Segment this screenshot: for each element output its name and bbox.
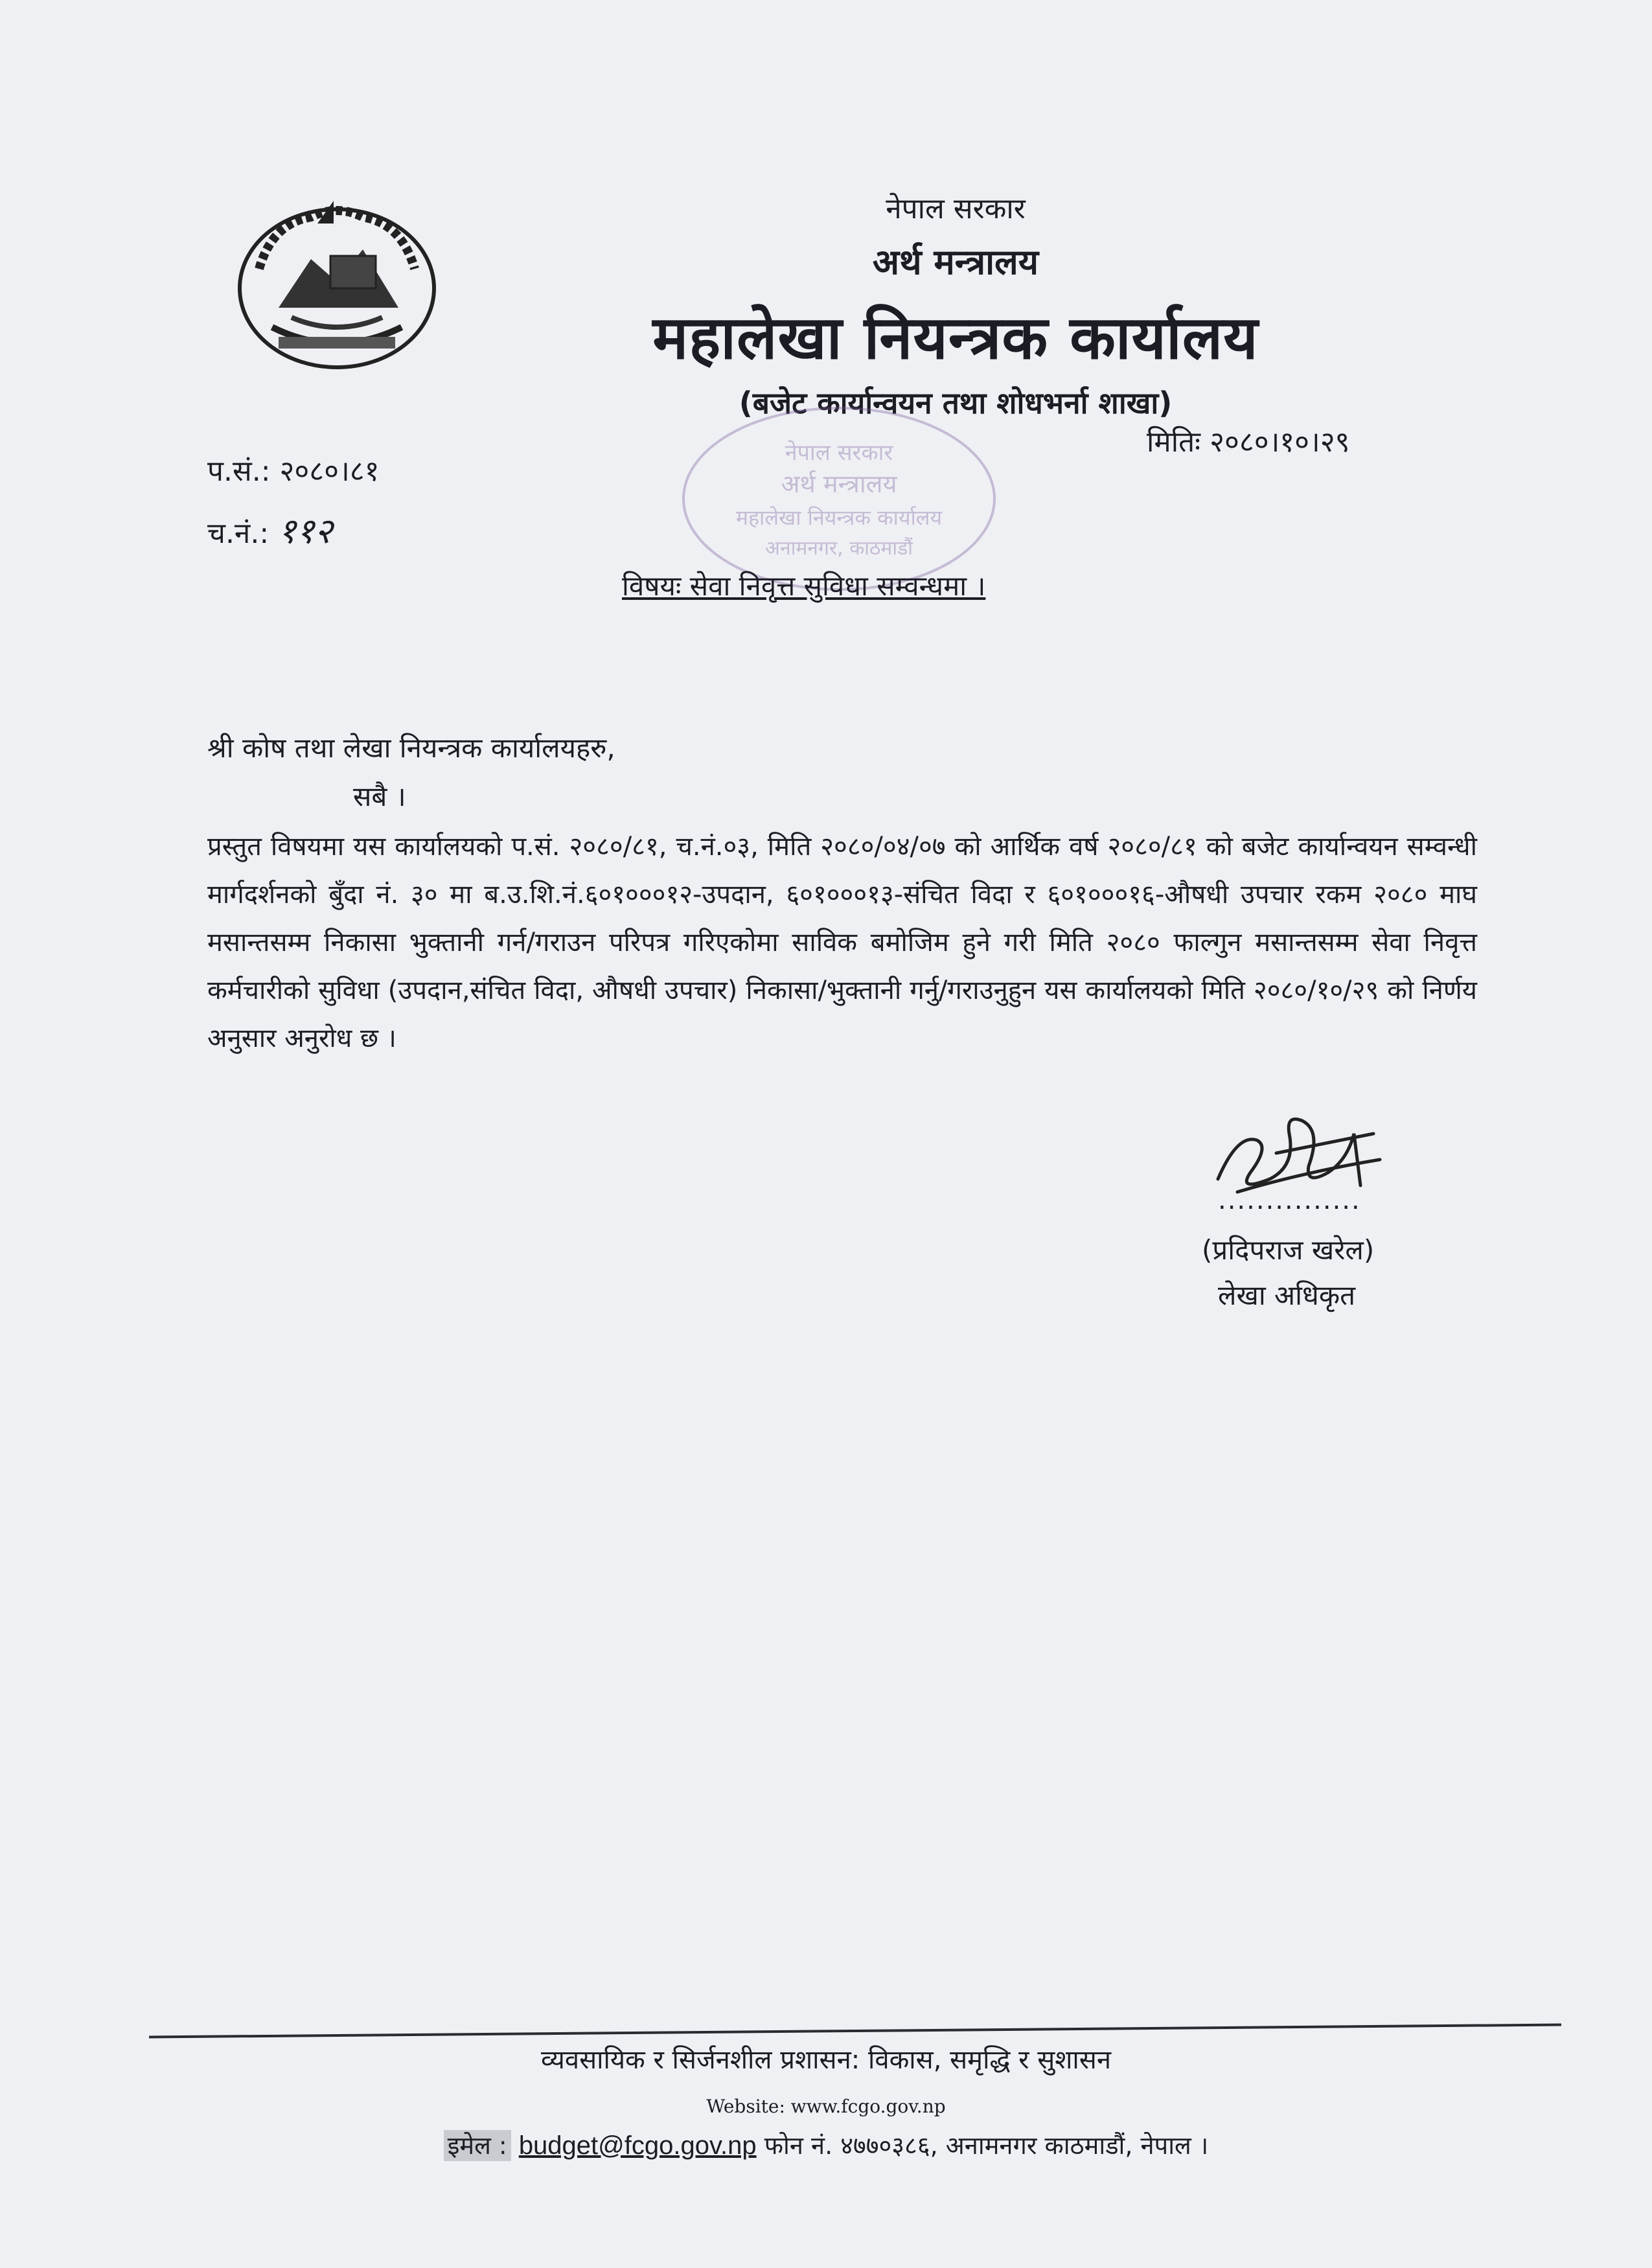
ps-value: २०८०।८१ (279, 455, 380, 488)
stamp-line-2: अर्थ मन्त्रालय (781, 470, 897, 498)
addressee-line-1: श्री कोष तथा लेखा नियन्त्रक कार्यालयहरु, (207, 732, 615, 764)
footer-website: Website: www.fcgo.gov.np (706, 2096, 946, 2117)
stamp-line-4: अनामनगर, काठमाडौं (765, 537, 913, 560)
letter-date (1147, 421, 1349, 460)
signature-dots: ............... (1218, 1186, 1361, 1215)
phone-address: फोन नं. ४७७०३८६, अनामनगर काठमाडौं, नेपाल । (764, 2131, 1209, 2160)
addressee-line-2: सबै । (353, 781, 406, 812)
cn-value: ११२ (278, 510, 333, 551)
footer-divider (149, 2023, 1561, 2038)
government-name: नेपाल सरकार (886, 192, 1026, 225)
ps-reference (207, 450, 380, 489)
footer-slogan: व्यवसायिक र सिर्जनशील प्रशासन: विकास, समृद्धि र सुशासन (540, 2045, 1112, 2075)
ministry-name: अर्थ मन्त्रालय (872, 242, 1039, 282)
letter-subject: विषयः सेवा निवृत्त सुविधा सम्वन्धमा । (622, 570, 986, 602)
email-link[interactable]: budget@fcgo.gov.np (518, 2131, 757, 2160)
signer-title: लेखा अधिकृत (1218, 1279, 1356, 1311)
date-value: २०८०।१०।२९ (1210, 426, 1350, 459)
footer-contact (0, 2128, 1652, 2162)
cn-reference (207, 505, 332, 553)
stamp-line-1: नेपाल सरकार (785, 440, 893, 466)
email-label: इमेल : (444, 2130, 511, 2161)
office-title: महालेखा नियन्त्रक कार्यालय (652, 303, 1259, 372)
cn-label: च.नं.: (207, 517, 270, 550)
branch-name: (बजेट कार्यान्वयन तथा शोधभर्ना शाखा) (739, 385, 1173, 420)
signer-name: (प्रदिपराज खरेल) (1202, 1234, 1375, 1266)
stamp-line-3: महालेखा नियन्त्रक कार्यालय (735, 505, 943, 530)
ps-label: प.सं.: (207, 455, 271, 488)
nepal-emblem-icon (233, 198, 441, 372)
letter-body: प्रस्तुत विषयमा यस कार्यालयको प.सं. २०८०/८१, च.नं.०३, मिति २०८०/०४/०७ को आर्थिक वर्ष २०८०/८१ को बजेट कार्यान्वयन सम्वन्धी मार्गदर्शनको बुँदा नं. ३० मा ब.उ.शि.नं.६०१०००१२-उपदान, ६०१०००१३-संचित विदा र ६०१०००१६-औषधी उपचार रकम २०८० माघ मसान्तसम्म निकासा भुक्तानी गर्न/गराउन परिपत्र गरिएकोमा साविक बमोजिम हुने गरी मिति २०८० फाल्गुन मसान्तसम्म सेवा निवृत्त कर्मचारीको सुविधा (उपदान,संचित विदा, औषधी उपचार) निकासा/भुक्तानी गर्नु/गराउनुहुन यस कार्यालयको मिति २०८०/१०/२९ को निर्णय अनुसार अनुरोध छ । (207, 832, 1477, 1053)
date-label: मितिः (1147, 426, 1201, 459)
